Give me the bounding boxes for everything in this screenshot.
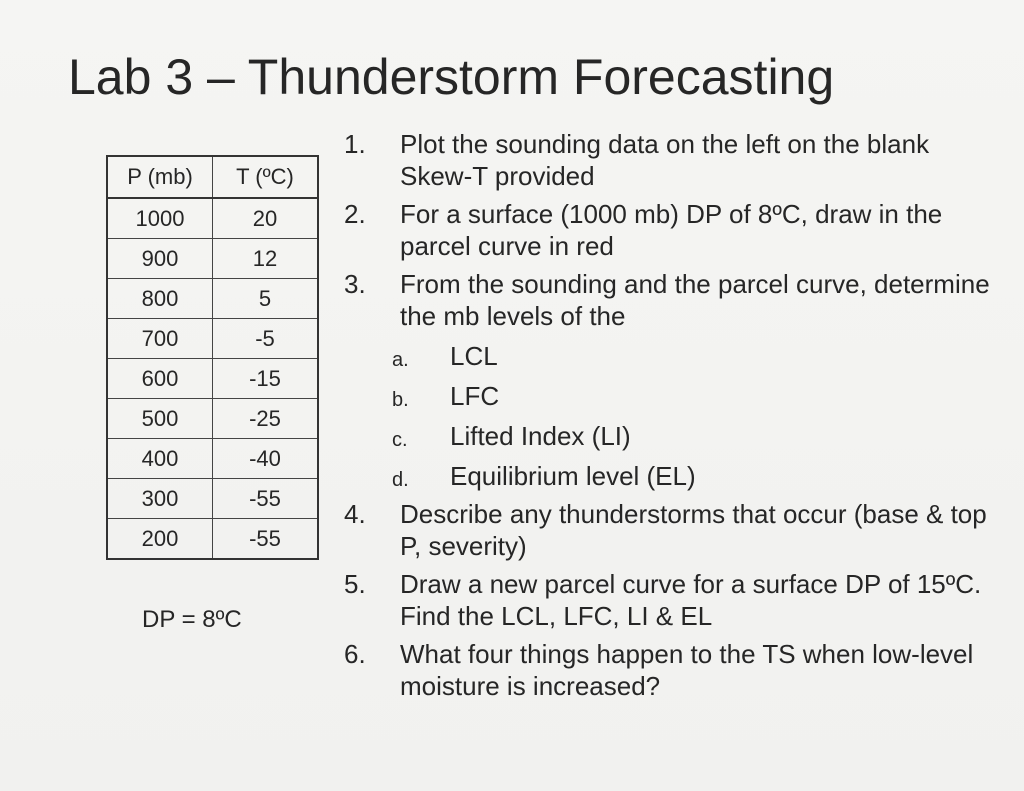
instruction-text: For a surface (1000 mb) DP of 8ºC, draw in the parcel curve in red bbox=[400, 199, 943, 261]
instructions-list bbox=[340, 128, 1000, 708]
table-row bbox=[107, 399, 318, 439]
instruction-text: Draw a new parcel curve for a surface DP of 15ºC. Find the LCL, LFC, LI & EL bbox=[400, 569, 982, 631]
header-temperature: T (ºC) bbox=[213, 156, 319, 198]
subitem bbox=[340, 460, 1000, 492]
dewpoint-label: DP = 8ºC bbox=[142, 606, 242, 633]
pressure-cell: 400 bbox=[107, 439, 213, 479]
instruction-number: 2. bbox=[344, 199, 366, 229]
instruction-text: Plot the sounding data on the left on the blank Skew-T provided bbox=[400, 129, 930, 191]
subitem-text: LFC bbox=[450, 381, 500, 411]
temperature-cell: -55 bbox=[213, 519, 319, 560]
sounding-table bbox=[106, 155, 319, 560]
instruction-number: 6. bbox=[344, 639, 366, 669]
pressure-cell: 700 bbox=[107, 319, 213, 359]
temperature-cell: -55 bbox=[213, 479, 319, 519]
instruction-item bbox=[340, 268, 1000, 332]
instruction-number: 4. bbox=[344, 499, 366, 529]
table-row bbox=[107, 198, 318, 239]
instruction-item bbox=[340, 498, 1000, 562]
table-row bbox=[107, 359, 318, 399]
subitem-text: Lifted Index (LI) bbox=[450, 421, 631, 451]
instruction-text: What four things happen to the TS when low-level moisture is increased? bbox=[400, 639, 974, 701]
instruction-number: 3. bbox=[344, 269, 366, 299]
temperature-cell: 5 bbox=[213, 279, 319, 319]
table-row bbox=[107, 319, 318, 359]
instruction-number: 5. bbox=[344, 569, 366, 599]
temperature-cell: -40 bbox=[213, 439, 319, 479]
instruction-text: Describe any thunderstorms that occur (base & top P, severity) bbox=[400, 499, 987, 561]
instruction-item bbox=[340, 128, 1000, 192]
subitem bbox=[340, 340, 1000, 372]
pressure-cell: 500 bbox=[107, 399, 213, 439]
pressure-cell: 900 bbox=[107, 239, 213, 279]
table-row bbox=[107, 479, 318, 519]
instruction-item bbox=[340, 198, 1000, 262]
table-row bbox=[107, 239, 318, 279]
pressure-cell: 600 bbox=[107, 359, 213, 399]
pressure-cell: 1000 bbox=[107, 198, 213, 239]
header-pressure: P (mb) bbox=[107, 156, 213, 198]
temperature-cell: -5 bbox=[213, 319, 319, 359]
temperature-cell: 12 bbox=[213, 239, 319, 279]
subitem bbox=[340, 420, 1000, 452]
pressure-cell: 300 bbox=[107, 479, 213, 519]
pressure-cell: 800 bbox=[107, 279, 213, 319]
temperature-cell: -15 bbox=[213, 359, 319, 399]
table-header-row bbox=[107, 156, 318, 198]
table-row bbox=[107, 279, 318, 319]
instruction-item bbox=[340, 568, 1000, 632]
instruction-number: 1. bbox=[344, 129, 366, 159]
subitem-text: Equilibrium level (EL) bbox=[450, 461, 696, 491]
subitem bbox=[340, 380, 1000, 412]
temperature-cell: 20 bbox=[213, 198, 319, 239]
subitem-letter: b. bbox=[392, 389, 409, 411]
subitem-letter: d. bbox=[392, 469, 409, 491]
subitem-letter: c. bbox=[392, 429, 408, 451]
subitem-letter: a. bbox=[392, 349, 409, 371]
temperature-cell: -25 bbox=[213, 399, 319, 439]
table-row bbox=[107, 439, 318, 479]
instruction-item bbox=[340, 638, 1000, 702]
table-row bbox=[107, 519, 318, 560]
page-title: Lab 3 – Thunderstorm Forecasting bbox=[68, 49, 835, 105]
subitem-text: LCL bbox=[450, 341, 498, 371]
pressure-cell: 200 bbox=[107, 519, 213, 560]
instruction-text: From the sounding and the parcel curve, determine the mb levels of the bbox=[400, 269, 990, 331]
